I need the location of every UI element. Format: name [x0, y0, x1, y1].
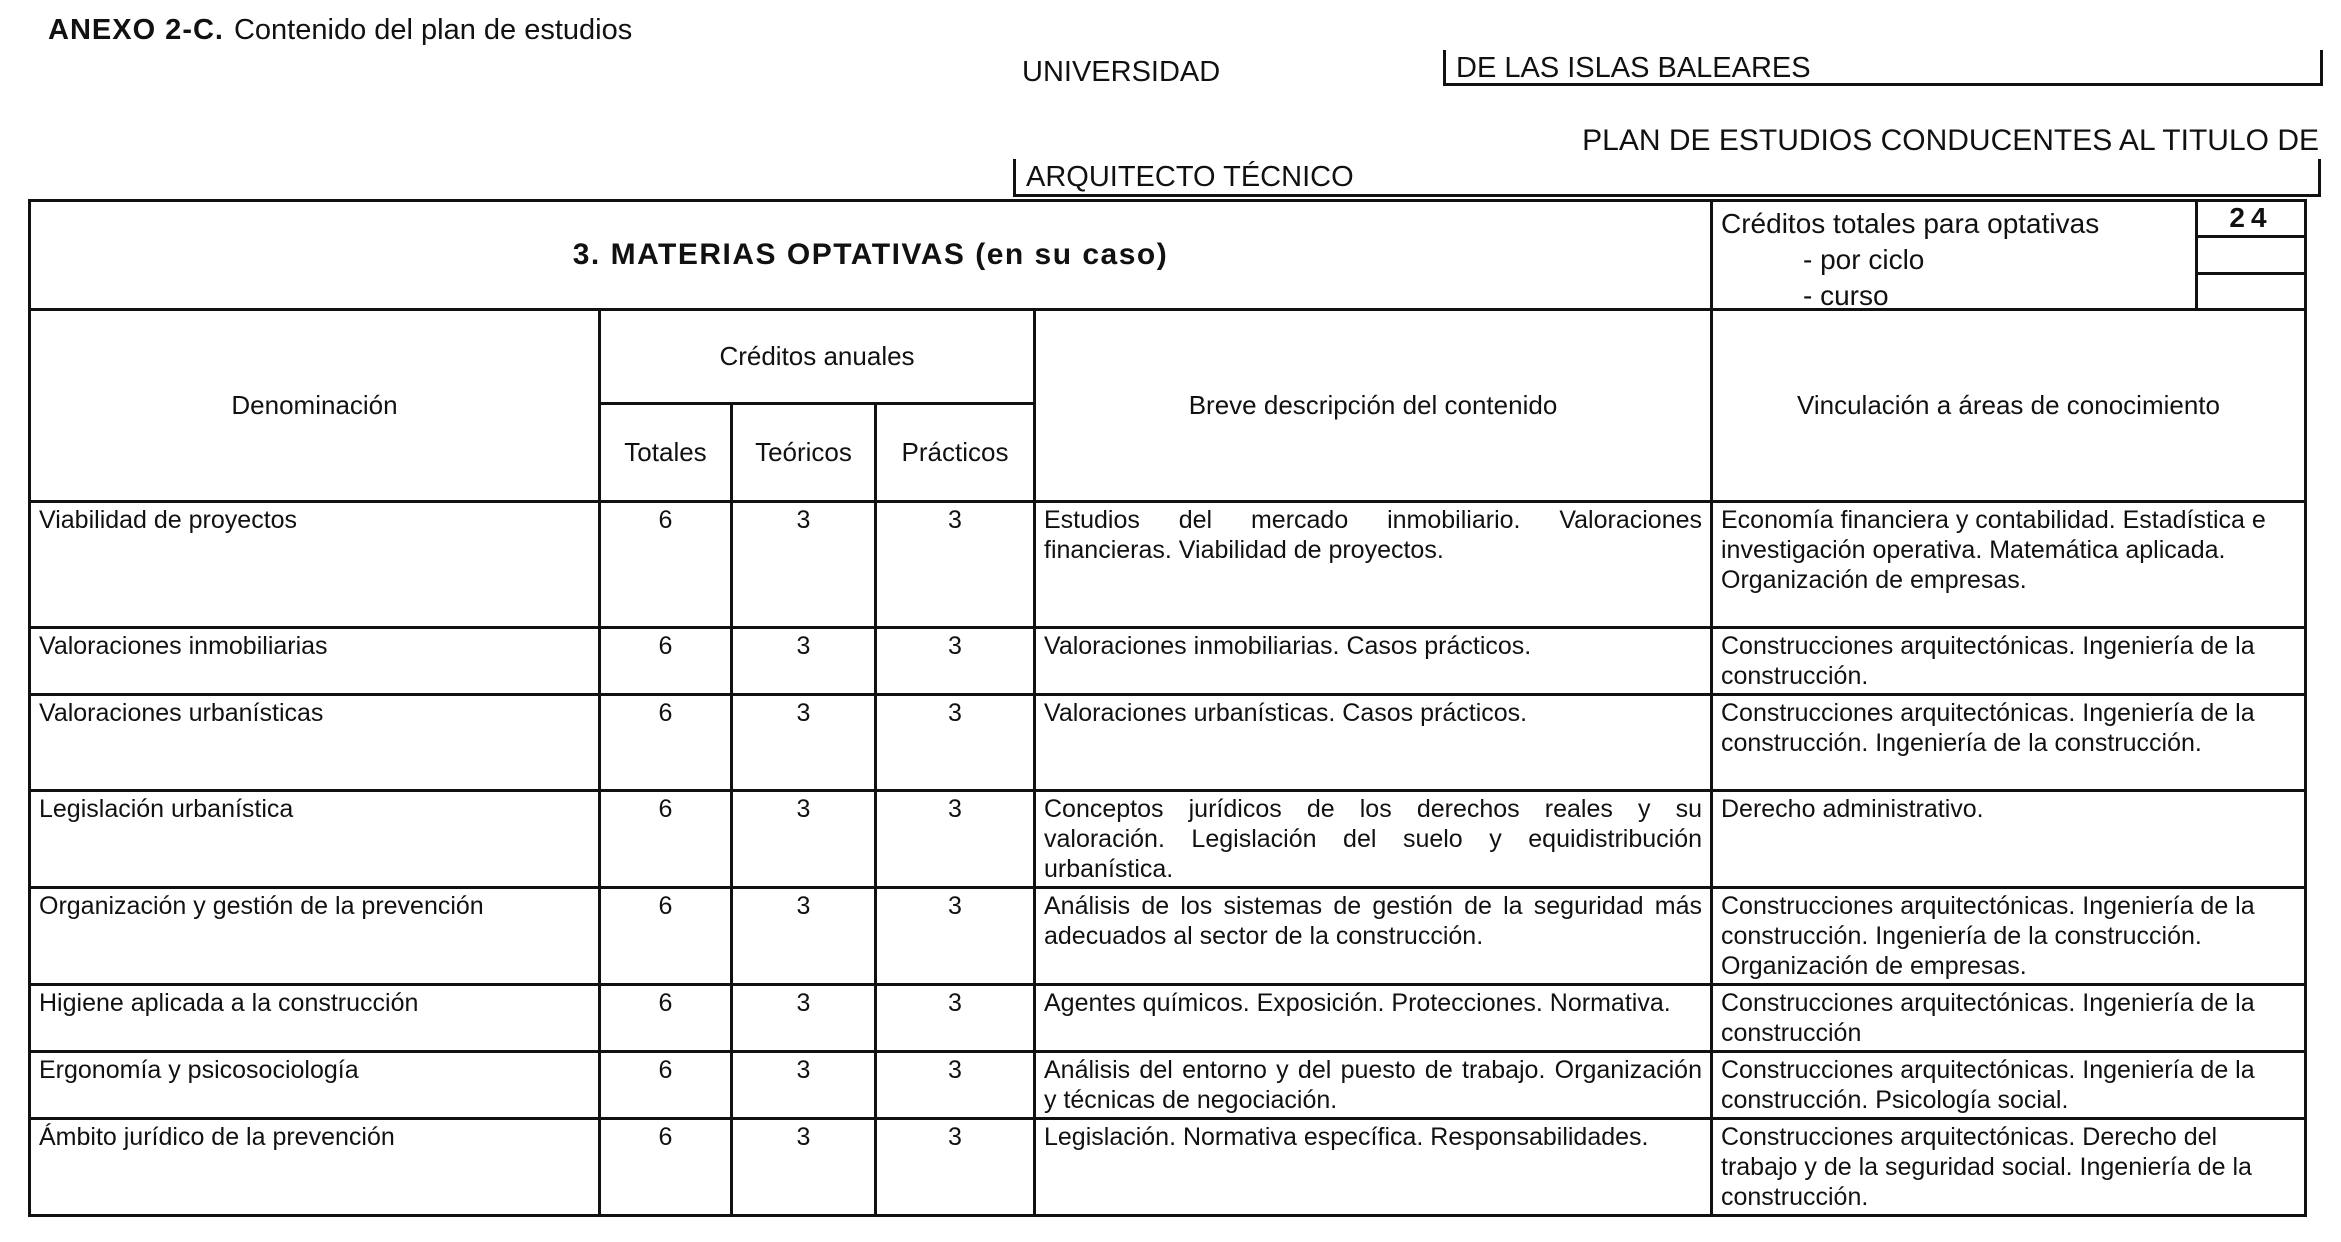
table-row: [30, 985, 2306, 1052]
cell-descripcion: Análisis de los sistemas de gestión de la seguridad más adecuados al sector de la construcción.: [1035, 888, 1712, 985]
cell-denominacion: Ámbito jurídico de la prevención: [30, 1119, 600, 1216]
optional-credits-cell: [1712, 201, 2306, 310]
cell-practicos: 3: [876, 1052, 1035, 1119]
cell-denominacion: Valoraciones inmobiliarias: [30, 628, 600, 695]
cell-practicos: 3: [876, 888, 1035, 985]
cell-practicos: 3: [876, 791, 1035, 888]
col-vinculacion: Vinculación a áreas de conocimiento: [1712, 310, 2306, 502]
col-descripcion: Breve descripción del contenido: [1035, 310, 1712, 502]
cell-totales: 6: [600, 791, 732, 888]
cell-descripcion: Legislación. Normativa específica. Responsabilidades.: [1035, 1119, 1712, 1216]
table-row: [30, 791, 2306, 888]
cell-denominacion: Viabilidad de proyectos: [30, 502, 600, 628]
table-row: [30, 502, 2306, 628]
annex-heading: [48, 14, 632, 47]
total-credits-value: 24: [2198, 202, 2304, 238]
cell-descripcion: Valoraciones urbanísticas. Casos prácticos.: [1035, 695, 1712, 791]
per-cycle-label: - por ciclo: [1803, 244, 1925, 275]
cell-practicos: 3: [876, 502, 1035, 628]
cell-totales: 6: [600, 695, 732, 791]
cell-totales: 6: [600, 628, 732, 695]
optional-subjects-table: [28, 199, 2307, 1217]
cell-teoricos: 3: [732, 888, 876, 985]
table-row: [30, 695, 2306, 791]
cell-teoricos: 3: [732, 502, 876, 628]
cell-teoricos: 3: [732, 985, 876, 1052]
cell-denominacion: Ergonomía y psicosociología: [30, 1052, 600, 1119]
university-field: DE LAS ISLAS BALEARES: [1443, 50, 2323, 86]
cell-vinculacion: Construcciones arquitectónicas. Ingeniería de la construcción: [1712, 985, 2306, 1052]
col-creditos-anuales: Créditos anuales: [600, 310, 1035, 404]
cell-denominacion: Legislación urbanística: [30, 791, 600, 888]
cell-teoricos: 3: [732, 1119, 876, 1216]
cell-practicos: 3: [876, 985, 1035, 1052]
cell-descripcion: Conceptos jurídicos de los derechos reales y su valoración. Legislación del suelo y equidistribución urbanística.: [1035, 791, 1712, 888]
university-label: UNIVERSIDAD: [1022, 56, 1221, 88]
annex-subtitle: Contenido del plan de estudios: [233, 14, 633, 46]
per-course-value: [2198, 275, 2304, 308]
cell-totales: 6: [600, 985, 732, 1052]
cell-vinculacion: Economía financiera y contabilidad. Estadística e investigación operativa. Matemática aplicada. Organización de empresas.: [1712, 502, 2306, 628]
cell-teoricos: 3: [732, 628, 876, 695]
optional-credits-label: Créditos totales para optativas: [1721, 208, 2100, 239]
cell-totales: 6: [600, 1119, 732, 1216]
col-teoricos: Teóricos: [732, 404, 876, 502]
per-cycle-value: [2198, 238, 2304, 274]
section-title: 3. MATERIAS OPTATIVAS (en su caso): [30, 201, 1712, 310]
cell-vinculacion: Construcciones arquitectónicas. Derecho del trabajo y de la seguridad social. Ingeniería de la construcción.: [1712, 1119, 2306, 1216]
col-denominacion: Denominación: [30, 310, 600, 502]
cell-vinculacion: Construcciones arquitectónicas. Ingeniería de la construcción.: [1712, 628, 2306, 695]
cell-teoricos: 3: [732, 791, 876, 888]
cell-descripcion: Valoraciones inmobiliarias. Casos prácticos.: [1035, 628, 1712, 695]
cell-totales: 6: [600, 1052, 732, 1119]
plan-label: PLAN DE ESTUDIOS CONDUCENTES AL TITULO DE: [1582, 124, 2319, 157]
cell-denominacion: Organización y gestión de la prevención: [30, 888, 600, 985]
table-row: [30, 1052, 2306, 1119]
table-row: [30, 1119, 2306, 1216]
cell-descripcion: Agentes químicos. Exposición. Protecciones. Normativa.: [1035, 985, 1712, 1052]
col-totales: Totales: [600, 404, 732, 502]
table-row: [30, 628, 2306, 695]
table-row: [30, 888, 2306, 985]
cell-descripcion: Estudios del mercado inmobiliario. Valoraciones financieras. Viabilidad de proyectos.: [1035, 502, 1712, 628]
cell-practicos: 3: [876, 1119, 1035, 1216]
cell-totales: 6: [600, 502, 732, 628]
cell-practicos: 3: [876, 628, 1035, 695]
col-practicos: Prácticos: [876, 404, 1035, 502]
section-header-row: [30, 201, 2306, 310]
cell-vinculacion: Construcciones arquitectónicas. Ingeniería de la construcción. Ingeniería de la construcción.: [1712, 695, 2306, 791]
degree-title-field: ARQUITECTO TÉCNICO: [1013, 159, 2321, 197]
column-header-row: [30, 310, 2306, 404]
cell-vinculacion: Derecho administrativo.: [1712, 791, 2306, 888]
cell-descripcion: Análisis del entorno y del puesto de trabajo. Organización y técnicas de negociación.: [1035, 1052, 1712, 1119]
cell-totales: 6: [600, 888, 732, 985]
cell-vinculacion: Construcciones arquitectónicas. Ingeniería de la construcción. Ingeniería de la construcción. Organización de empresas.: [1712, 888, 2306, 985]
cell-teoricos: 3: [732, 695, 876, 791]
cell-denominacion: Higiene aplicada a la construcción: [30, 985, 600, 1052]
annex-number: ANEXO 2-C.: [48, 14, 224, 46]
cell-practicos: 3: [876, 695, 1035, 791]
cell-vinculacion: Construcciones arquitectónicas. Ingeniería de la construcción. Psicología social.: [1712, 1052, 2306, 1119]
cell-denominacion: Valoraciones urbanísticas: [30, 695, 600, 791]
cell-teoricos: 3: [732, 1052, 876, 1119]
per-course-label: - curso: [1803, 280, 1889, 311]
